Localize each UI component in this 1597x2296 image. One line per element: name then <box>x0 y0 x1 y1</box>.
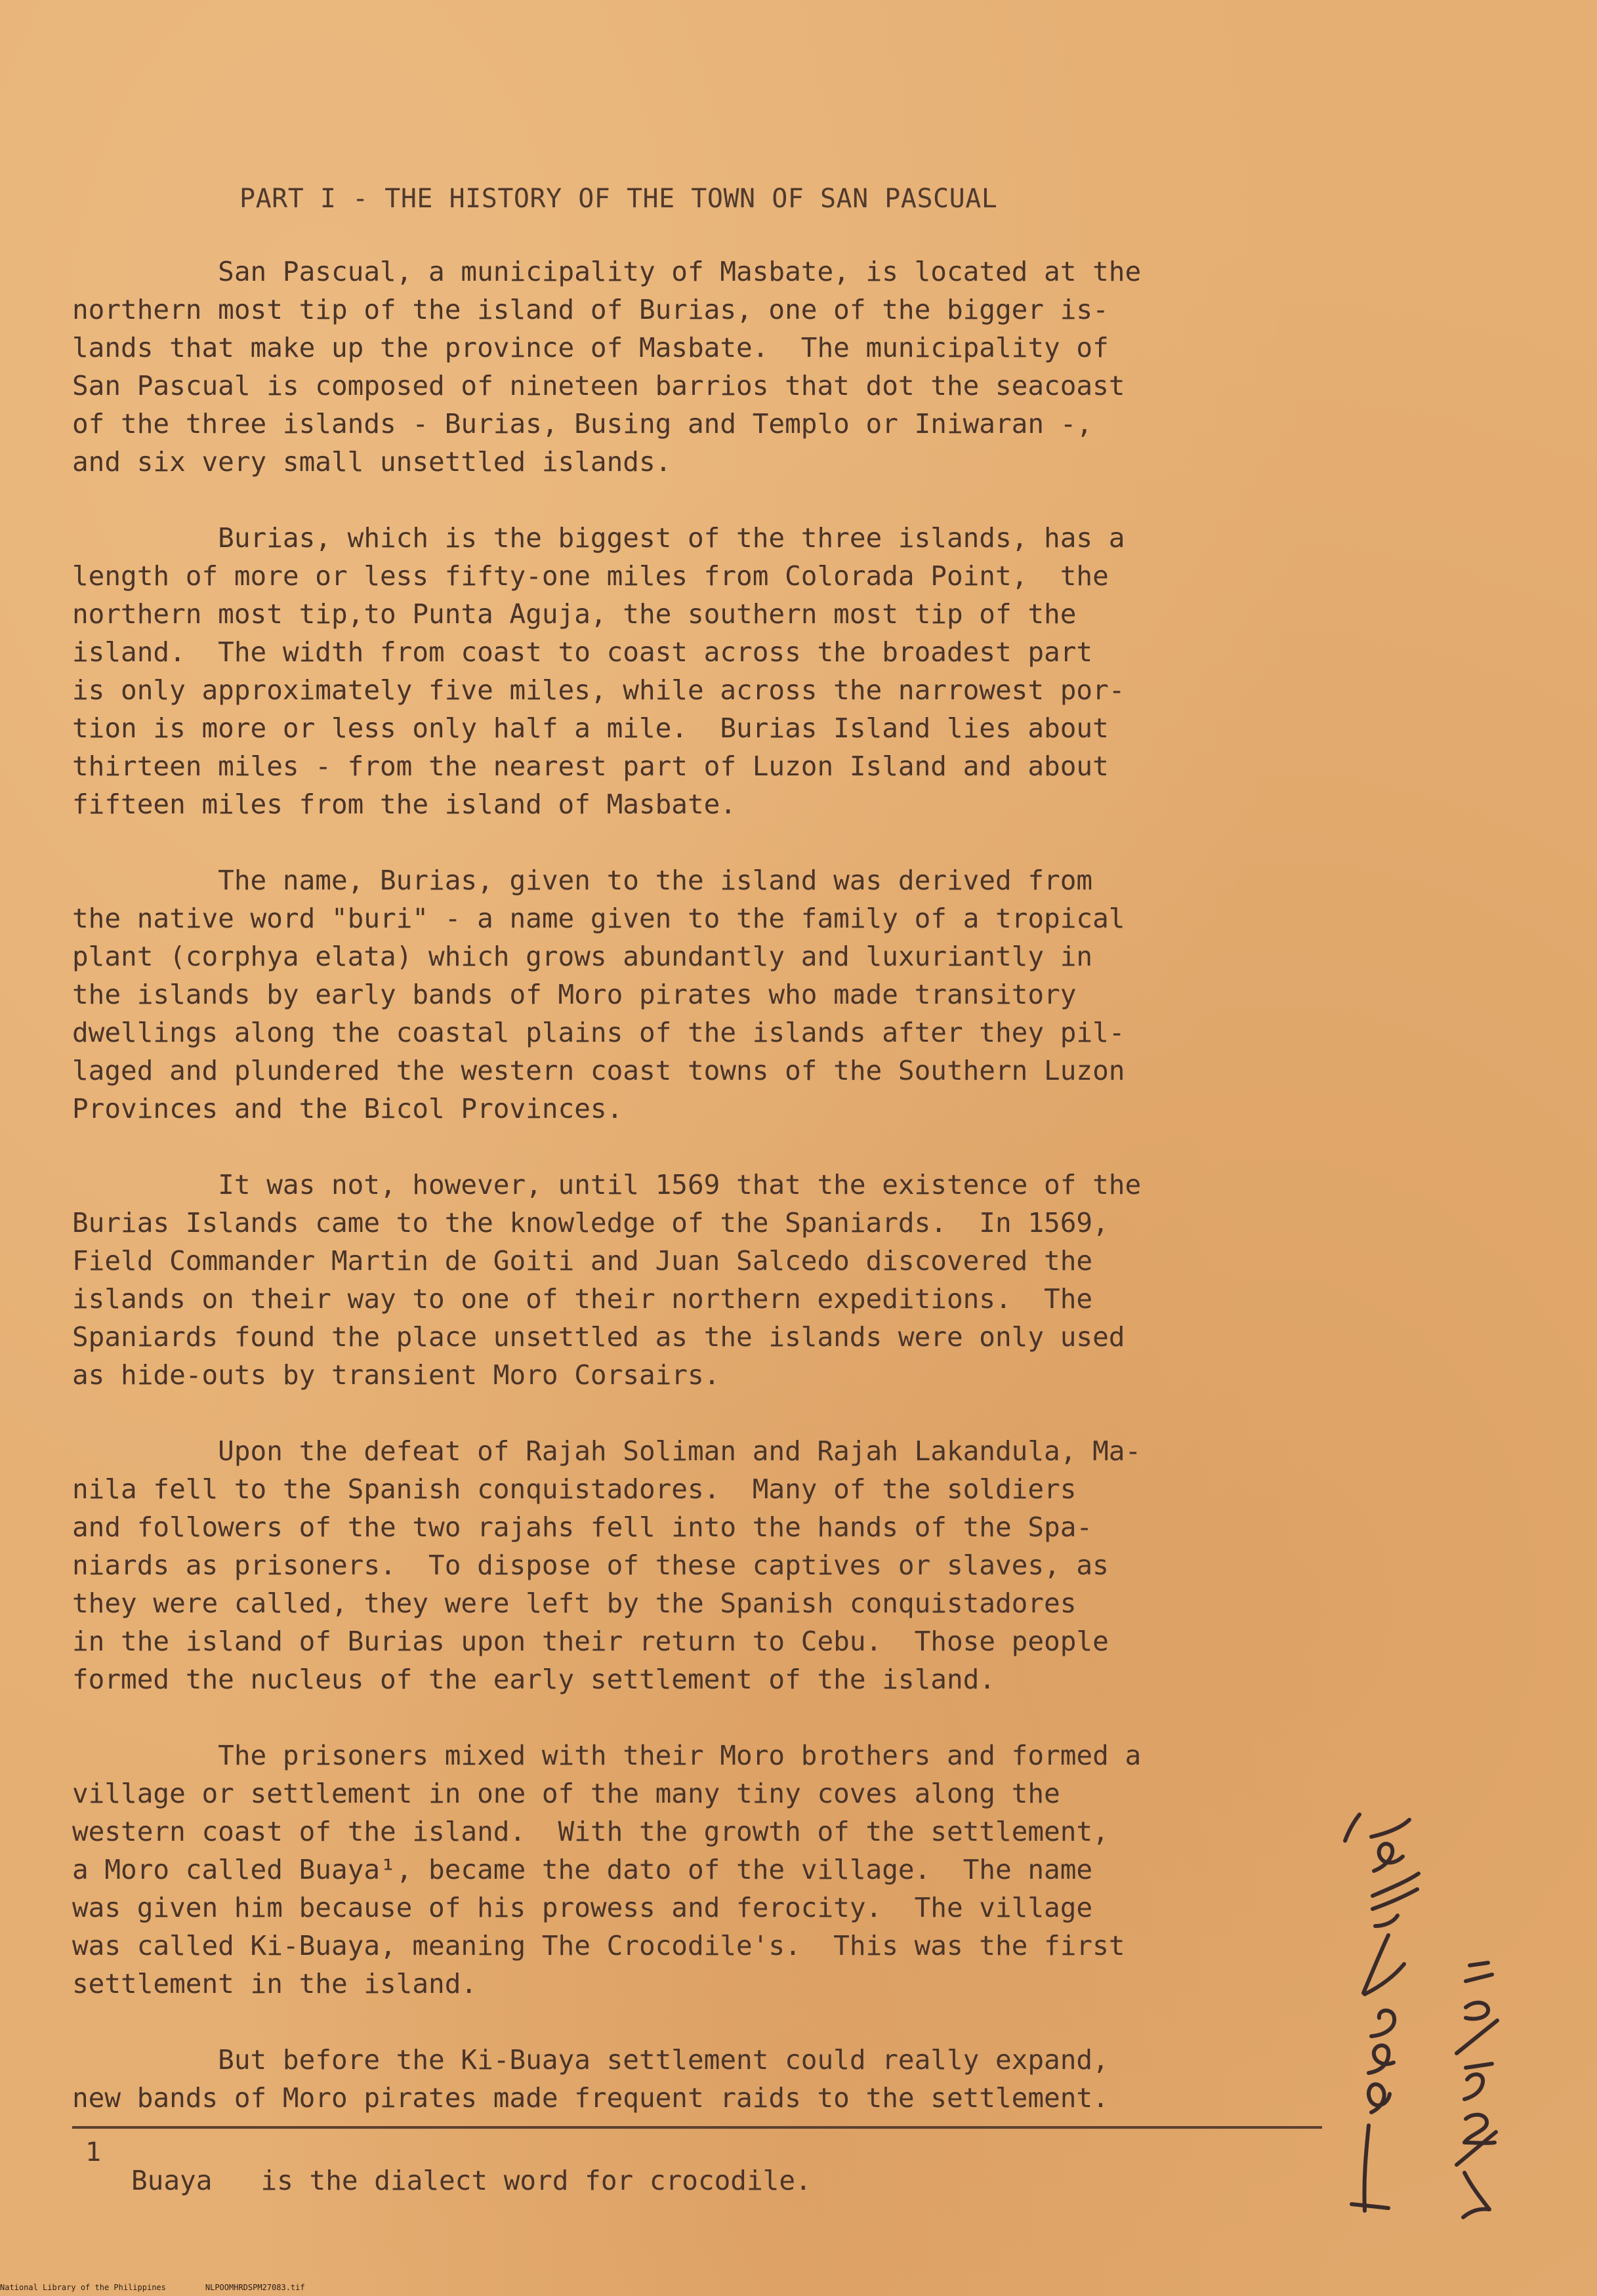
text-line: tion is more or less only half a mile. Burias Island lies about <box>72 712 1109 744</box>
text-line: The name, Burias, given to the island was derived from <box>72 865 1093 896</box>
footnote-marker: 1 <box>85 2137 102 2167</box>
footnote-divider <box>72 2126 1322 2129</box>
text-line: new bands of Moro pirates made frequent raids to the settlement. <box>72 2082 1109 2114</box>
text-line: they were called, they were left by the Spanish conquistadores <box>72 1588 1077 1619</box>
page-heading: PART I - THE HISTORY OF THE TOWN OF SAN PASCUAL <box>239 184 998 214</box>
text-line: settlement in the island. <box>72 1968 478 1999</box>
document-body <box>72 253 1319 2155</box>
text-line: lands that make up the province of Masbate. The municipality of <box>72 332 1109 363</box>
text-line: Burias Islands came to the knowledge of the Spaniards. In 1569, <box>72 1207 1109 1239</box>
text-line: the islands by early bands of Moro pirates who made transitory <box>72 979 1077 1010</box>
text-line: village or settlement in one of the many tiny coves along the <box>72 1778 1060 1809</box>
text-line: and six very small unsettled islands. <box>72 446 672 478</box>
paragraph <box>72 253 1319 481</box>
text-line: Field Commander Martin de Goiti and Juan Salcedo discovered the <box>72 1245 1093 1277</box>
archive-caption <box>0 2283 344 2292</box>
text-line: fifteen miles from the island of Masbate. <box>72 789 737 820</box>
text-line: was given him because of his prowess and ferocity. The village <box>72 1892 1093 1923</box>
text-line: and followers of the two rajahs fell into the hands of the Spa- <box>72 1511 1093 1543</box>
text-line: formed the nucleus of the early settlement of the island. <box>72 1664 995 1695</box>
text-line: nila fell to the Spanish conquistadores. Many of the soldiers <box>72 1473 1077 1505</box>
text-line: niards as prisoners. To dispose of these captives or slaves, as <box>72 1549 1109 1581</box>
text-line: It was not, however, until 1569 that the existence of the <box>72 1169 1142 1200</box>
text-line: The prisoners mixed with their Moro brothers and formed a <box>72 1740 1142 1771</box>
library-name: National Library of the Philippines <box>0 2283 166 2292</box>
text-line: But before the Ki-Buaya settlement could really expand, <box>72 2044 1109 2076</box>
text-line: islands on their way to one of their northern expeditions. The <box>72 1283 1093 1315</box>
text-line: northern most tip,to Punta Aguja, the southern most tip of the <box>72 598 1077 630</box>
paragraph <box>72 861 1319 1128</box>
text-line: thirteen miles - from the nearest part of Luzon Island and about <box>72 750 1109 782</box>
text-line: the native word "buri" - a name given to the family of a tropical <box>72 903 1125 934</box>
text-line: of the three islands - Burias, Busing and Templo or Iniwaran -, <box>72 408 1093 440</box>
text-line: San Pascual, a municipality of Masbate, is located at the <box>72 256 1142 287</box>
handwritten-signature <box>1325 1811 1509 2230</box>
text-line: a Moro called Buaya¹, became the dato of the village. The name <box>72 1854 1093 1885</box>
text-line: Upon the defeat of Rajah Soliman and Rajah Lakandula, Ma- <box>72 1435 1142 1467</box>
text-line: dwellings along the coastal plains of the islands after they pil- <box>72 1017 1125 1048</box>
paragraph <box>72 2041 1319 2117</box>
text-line: Spaniards found the place unsettled as the islands were only used <box>72 1321 1125 1353</box>
text-line: plant (corphya elata) which grows abundantly and luxuriantly in <box>72 941 1093 972</box>
text-line: Burias, which is the biggest of the three islands, has a <box>72 522 1125 554</box>
paragraph <box>72 1432 1319 1698</box>
file-name: NLPOOMHRDSPM27083.tif <box>205 2283 305 2292</box>
text-line: was called Ki-Buaya, meaning The Crocodile's. This was the first <box>72 1930 1125 1961</box>
paragraph <box>72 519 1319 823</box>
text-line: San Pascual is composed of nineteen barrios that dot the seacoast <box>72 370 1125 401</box>
text-line: northern most tip of the island of Burias, one of the bigger is- <box>72 294 1109 325</box>
text-line: western coast of the island. With the growth of the settlement, <box>72 1816 1109 1847</box>
text-line: Provinces and the Bicol Provinces. <box>72 1093 623 1124</box>
paragraph <box>72 1736 1319 2003</box>
text-line: laged and plundered the western coast towns of the Southern Luzon <box>72 1055 1125 1086</box>
text-line: in the island of Burias upon their return to Cebu. Those people <box>72 1626 1109 1657</box>
text-line: island. The width from coast to coast across the broadest part <box>72 636 1093 668</box>
paragraph <box>72 1166 1319 1394</box>
footnote-text: Buaya is the dialect word for crocodile. <box>131 2165 812 2196</box>
text-line: as hide-outs by transient Moro Corsairs. <box>72 1359 720 1391</box>
text-line: is only approximately five miles, while across the narrowest por- <box>72 674 1125 706</box>
text-line: length of more or less fifty-one miles from Colorada Point, the <box>72 560 1109 592</box>
